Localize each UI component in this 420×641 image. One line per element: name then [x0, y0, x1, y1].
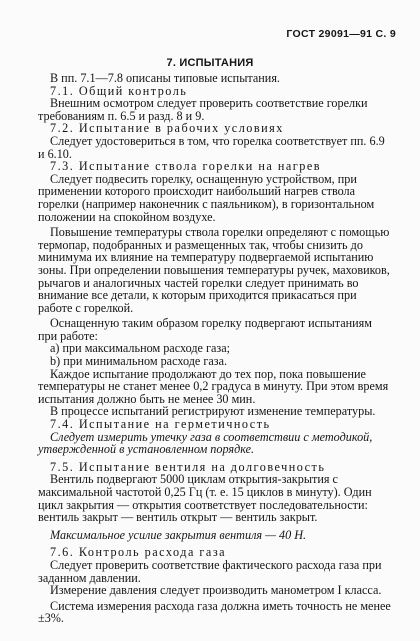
document-body — [38, 72, 392, 625]
paragraph-7-4: Следует измерить утечку газа в соответствии с методикой, утвержденной в установленном порядке. — [38, 429, 373, 457]
paragraph-7-2: Следует удостовериться в том, что горелка соответствует пп. 6.9 и 6.10. — [38, 133, 385, 161]
paragraph-7-6-3: Система измерения расхода газа должна иметь точность не менее ±3%. — [38, 598, 391, 626]
paragraph-7-3-3: Оснащенную таким образом горелку подвергают испытаниям при работе: — [38, 316, 373, 343]
heading-7-6: 7.6. Контроль расхода газа — [50, 545, 227, 560]
paragraph-7-3-5: В процессе испытаний регистрируют изменение температуры. — [50, 404, 376, 419]
paragraph-7-6-1: Следует проверить соответствие фактического расхода газа при заданном давлении. — [38, 557, 382, 585]
heading-7-2: 7.2. Испытание в рабочих условиях — [50, 121, 284, 136]
paragraph-7-3-4: Каждое испытание продолжают до тех пор, пока повышение температуры не станет менее 0,2 градуса в минуту. При этом время испытания должно быть не менее 30 мин. — [38, 366, 389, 406]
heading-7-5: 7.5. Испытание вентиля на долговечность — [50, 459, 326, 474]
list-item-b: b) при минимальном расходе газа. — [50, 354, 228, 369]
intro-paragraph: В пп. 7.1—7.8 описаны типовые испытания. — [50, 71, 280, 85]
page-header: ГОСТ 29091—91 С. 9 — [286, 28, 396, 40]
paragraph-7-5-2: Максимальное усилие закрытия вентиля — 40 Н. — [50, 527, 307, 542]
paragraph-7-1: Внешним осмотром следует проверить соответствие горелки требованиям п. 6.5 и разд. 8 и 9. — [38, 96, 368, 123]
paragraph-7-6-2: Измерение давления следует производить манометром I класса. — [50, 583, 382, 598]
paragraph-7-5-1: Вентиль подвергают 5000 циклам открытия-закрытия с максимальной частотой 0,25 Гц (т. е. 15 циклов в минуту). Один цикл закрытия — открытия соответствует последовательности: вентиль закрыт — вентиль открыт — вентиль закрыт. — [38, 472, 372, 525]
section-title: 7. ИСПЫТАНИЯ — [166, 57, 254, 69]
paragraph-7-3-1: Следует подвесить горелку, оснащенную устройством, при применении которого происходит наибольший нагрев ствола горелки (например наконечник с паяльником), в горизонтальном положении на спокойном воздухе. — [38, 171, 375, 224]
heading-7-1: 7.1. Общий контроль — [50, 83, 188, 98]
list-item-a: а) при максимальном расходе газа; — [50, 341, 231, 356]
heading-7-4: 7.4. Испытание на герметичность — [50, 417, 271, 432]
heading-7-3: 7.3. Испытание ствола горелки на нагрев — [50, 159, 322, 174]
paragraph-7-3-2: Повышение температуры ствола горелки определяют с помощью термопар, подобранных и размещенных так, чтобы снизить до минимума их влияние на температуру подвергаемой испытанию зоны. При определении повышения температуры ручек, маховиков, рычагов и аналогичных частей горелки следует принимать во внимание все детали, к которым приходится прикасаться при работе с горелкой. — [38, 225, 390, 315]
